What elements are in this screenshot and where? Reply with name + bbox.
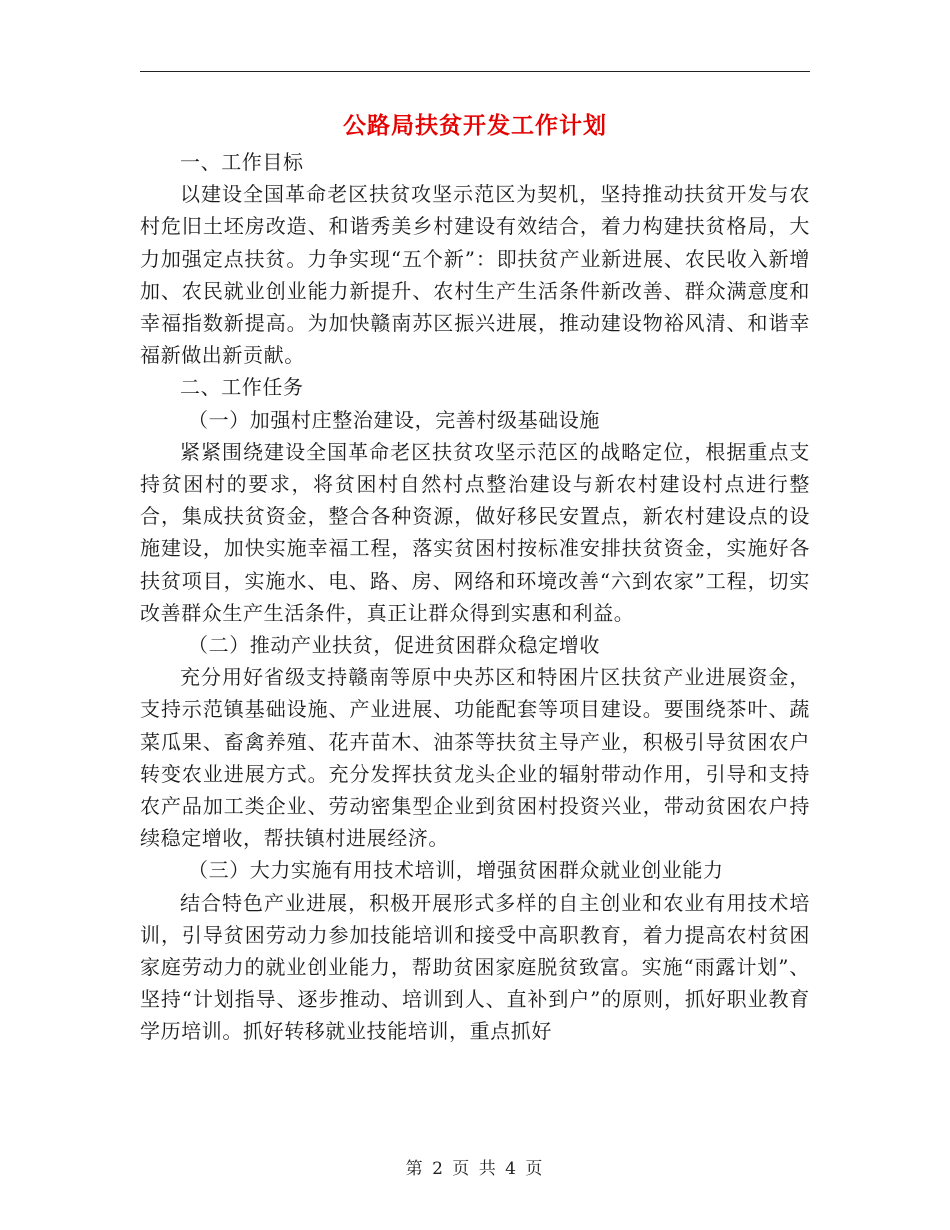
body-paragraph: 以建设全国革命老区扶贫攻坚示范区为契机，坚持推动扶贫开发与农村危旧土坯房改造、和谐秀美乡村建设有效结合，着力构建扶贫格局，大力加强定点扶贫。力争实现“五个新”：即扶贫产业新进展、农民收入新增加、农民就业创业能力新提升、农村生产生活条件新改善、群众满意度和幸福指数新提高。为加快赣南苏区振兴进展，推动建设物裕风清、和谐幸福新做出新贡献。 — [140, 182, 810, 368]
subsection-heading: （二）推动产业扶贫，促进贫困群众稳定增收 — [188, 633, 600, 658]
body-paragraph: 充分用好省级支持赣南等原中央苏区和特困片区扶贫产业进展资金，支持示范镇基础设施、产业进展、功能配套等项目建设。要围绕茶叶、蔬菜瓜果、畜禽养殖、花卉苗木、油茶等扶贫主导产业，积极引导贫困农户转变农业进展方式。充分发挥扶贫龙头企业的辐射带动作用，引导和支持农产品加工类企业、劳动密集型企业到贫困村投资兴业，带动贫困农户持续稳定增收，帮扶镇村进展经济。 — [140, 665, 810, 851]
section-heading: 一、工作目标 — [180, 150, 304, 174]
section-heading: 二、工作任务 — [180, 375, 304, 400]
subsection-heading: （一）加强村庄整治建设，完善村级基础设施 — [188, 407, 600, 432]
header-rule — [140, 71, 810, 72]
body-paragraph: 结合特色产业进展，积极开展形式多样的自主创业和农业有用技术培训，引导贫困劳动力参加技能培训和接受中高职教育，着力提高农村贫困家庭劳动力的就业创业能力，帮助贫困家庭脱贫致富。实施“雨露计划”、坚持“计划指导、逐步推动、培训到人、直补到户”的原则，抓好职业教育学历培训。抓好转移就业技能培训，重点抓好 — [140, 890, 810, 1044]
document-title: 公路局扶贫开发工作计划 — [343, 112, 607, 139]
document-body — [140, 146, 810, 1048]
page-number-footer: 第 2 页 共 4 页 — [405, 1159, 545, 1179]
body-paragraph: 紧紧围绕建设全国革命老区扶贫攻坚示范区的战略定位，根据重点支持贫困村的要求，将贫困村自然村点整治建设与新农村建设村点进行整合，集成扶贫资金，整合各种资源，做好移民安置点，新农村建设点的设施建设，加快实施幸福工程，落实贫困村按标准安排扶贫资金，实施好各扶贫项目，实施水、电、路、房、网络和环境改善“六到农家”工程，切实改善群众生产生活条件，真正让群众得到实惠和利益。 — [140, 439, 810, 625]
subsection-heading: （三）大力实施有用技术培训，增强贫困群众就业创业能力 — [188, 858, 724, 883]
